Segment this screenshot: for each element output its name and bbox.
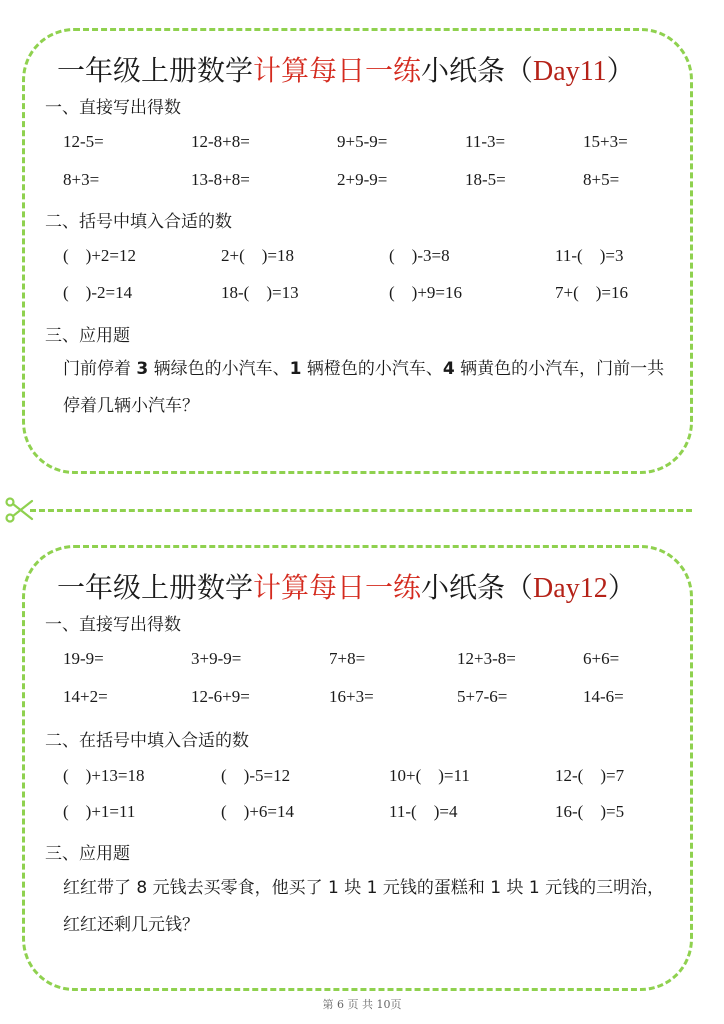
- bracket-equation: 7+( )=16: [555, 283, 628, 302]
- equation: 8+3=: [63, 170, 100, 189]
- bracket-equation: 18-( )=13: [221, 283, 299, 302]
- word-problem: [63, 351, 678, 425]
- bracket-equation: ( )+6=14: [221, 802, 294, 821]
- section-heading-direct: 一、直接写出得数: [45, 615, 181, 635]
- equation: 11-3=: [465, 132, 506, 151]
- equation: 18-5=: [465, 170, 506, 189]
- equation: 14+2=: [63, 687, 108, 706]
- page-footer: 第 6 页 共 10页: [322, 998, 402, 1011]
- section-heading-direct: 一、直接写出得数: [45, 98, 181, 118]
- practice-card-day12: [22, 545, 693, 991]
- bracket-equation: 12-( )=7: [555, 766, 625, 785]
- card-title: [57, 566, 636, 606]
- bracket-equation: ( )+1=11: [63, 802, 136, 821]
- bracket-equation: 16-( )=5: [555, 802, 625, 821]
- bracket-equation: ( )+13=18: [63, 766, 145, 785]
- equation: 14-6=: [583, 687, 624, 706]
- problem-number: 4: [442, 359, 455, 379]
- bracket-equation: 2+( )=18: [221, 246, 294, 265]
- equation: 3+9-9=: [191, 649, 242, 668]
- equation: 7+8=: [329, 649, 366, 668]
- equation: 19-9=: [63, 649, 104, 668]
- practice-card-day11: [22, 28, 693, 474]
- problem-number: 3: [136, 359, 149, 379]
- equation: 12+3-8=: [457, 649, 516, 668]
- bracket-equation: ( )-2=14: [63, 283, 133, 302]
- section-heading-word-problem: 三、应用题: [45, 326, 130, 346]
- bracket-equation: 11-( )=4: [389, 802, 458, 821]
- bracket-row: [63, 283, 683, 305]
- bracket-equation: ( )-5=12: [221, 766, 291, 785]
- title-highlight: 计算每日一练: [253, 54, 422, 87]
- bracket-equation: 11-( )=3: [555, 246, 624, 265]
- problem-text: 辆橙色的小汽车、: [301, 359, 443, 379]
- equation: 16+3=: [329, 687, 374, 706]
- problem-text: 辆黄色的小汽车，门前一共停着几辆小汽车？: [63, 359, 665, 416]
- cut-line: [30, 509, 692, 512]
- section-heading-brackets: 二、括号中填入合适的数: [45, 212, 232, 232]
- title-prefix: 一年级上册数学: [57, 54, 254, 87]
- bracket-equation: ( )+9=16: [389, 283, 462, 302]
- direct-row: [63, 170, 683, 192]
- equation: 12-6+9=: [191, 687, 250, 706]
- section-heading-word-problem: 三、应用题: [45, 844, 130, 864]
- equation: 6+6=: [583, 649, 620, 668]
- bracket-equation: ( )-3=8: [389, 246, 450, 265]
- title-close: ）: [606, 54, 635, 87]
- problem-number: 1: [289, 359, 302, 379]
- title-day: Day12: [533, 573, 608, 604]
- equation: 12-5=: [63, 132, 104, 151]
- bracket-equation: 10+( )=11: [389, 766, 470, 785]
- direct-row: [63, 687, 683, 709]
- equation: 5+7-6=: [457, 687, 508, 706]
- equation: 15+3=: [583, 132, 628, 151]
- bracket-row: [63, 766, 683, 788]
- equation: 2+9-9=: [337, 170, 388, 189]
- title-close: ）: [607, 571, 636, 604]
- bracket-row: [63, 246, 683, 268]
- equation: 8+5=: [583, 170, 620, 189]
- equation: 13-8+8=: [191, 170, 250, 189]
- direct-row: [63, 132, 683, 154]
- direct-row: [63, 649, 683, 671]
- section-heading-brackets: 二、在括号中填入合适的数: [45, 731, 249, 751]
- title-prefix: 一年级上册数学: [57, 571, 254, 604]
- bracket-row: [63, 802, 683, 824]
- title-day: Day11: [533, 56, 607, 87]
- problem-text: 门前停着: [63, 359, 137, 379]
- title-suffix: 小纸条（: [421, 571, 534, 604]
- title-suffix: 小纸条（: [421, 54, 534, 87]
- equation: 12-8+8=: [191, 132, 250, 151]
- bracket-equation: ( )+2=12: [63, 246, 136, 265]
- card-title: [57, 49, 635, 89]
- title-highlight: 计算每日一练: [253, 571, 422, 604]
- word-problem: 红红带了 8 元钱去买零食，他买了 1 块 1 元钱的蛋糕和 1 块 1 元钱的三明治，红红还剩几元钱？: [63, 878, 665, 935]
- equation: 9+5-9=: [337, 132, 388, 151]
- problem-text: 辆绿色的小汽车、: [148, 359, 290, 379]
